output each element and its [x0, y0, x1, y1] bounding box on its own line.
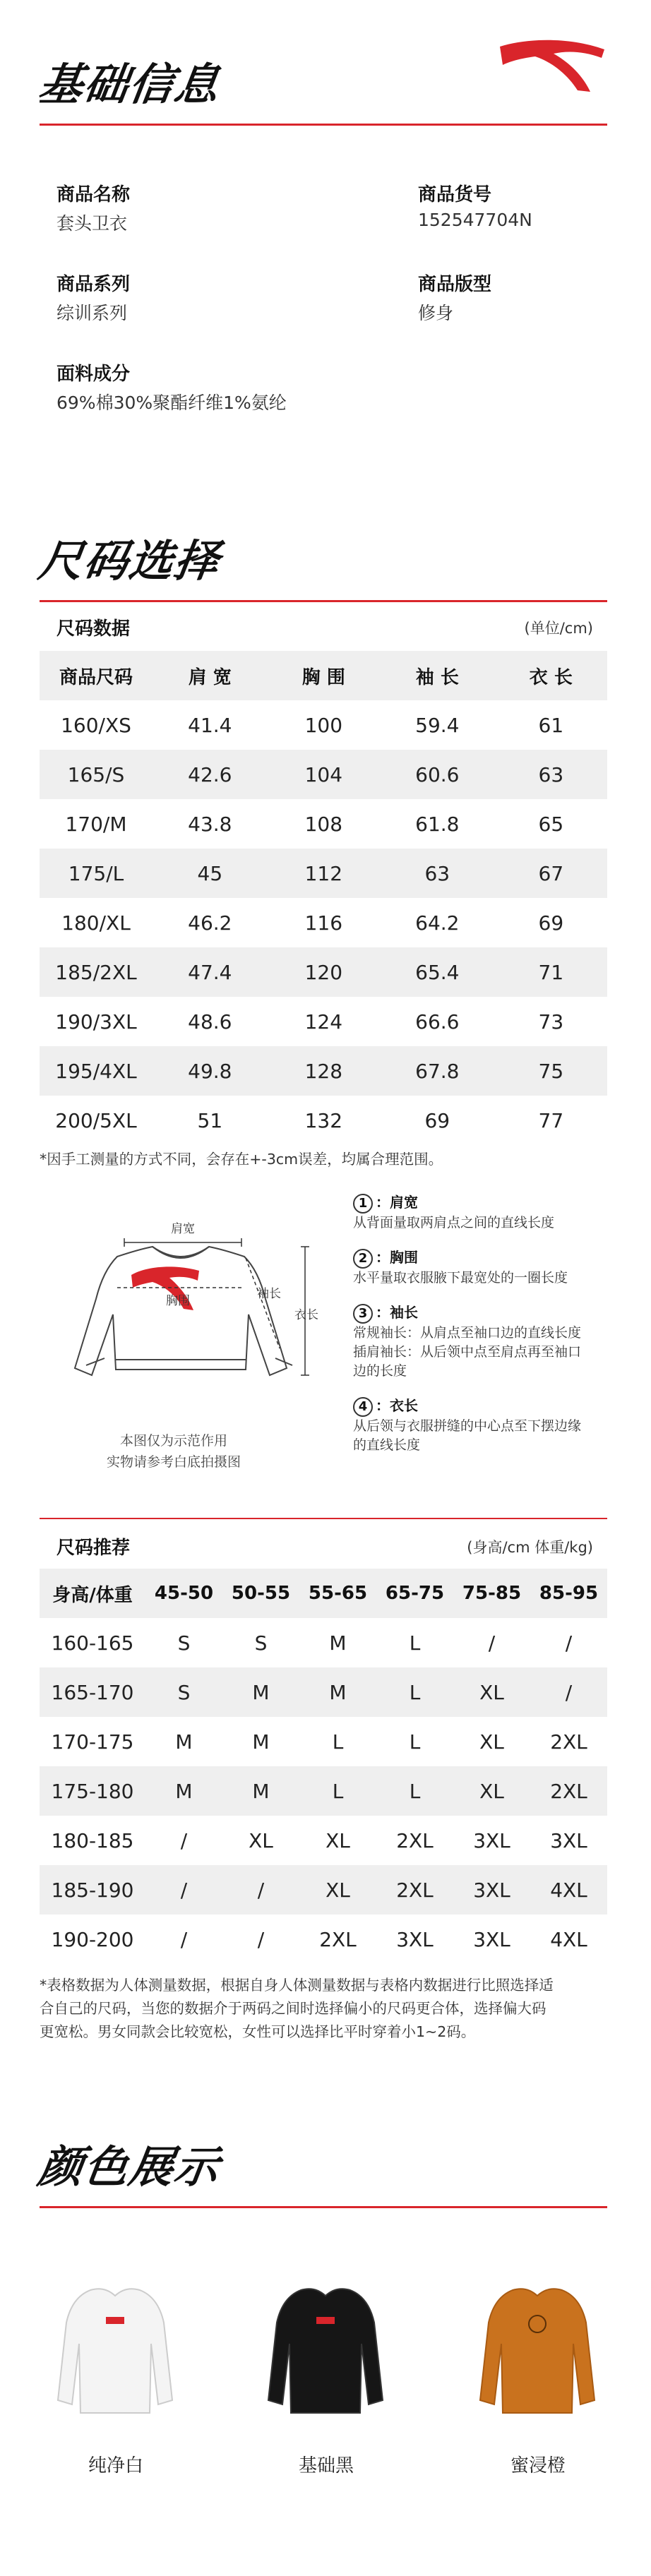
recommend-cell: S [177, 1680, 191, 1704]
header-cell: 衣 长 [529, 666, 573, 688]
recommend-cell: / [565, 1680, 573, 1704]
recommend-cell: L [332, 1730, 344, 1754]
size-select-header [35, 526, 607, 589]
height-cell: 170-175 [51, 1730, 134, 1754]
info-label-fabric: 面料成分 [56, 364, 131, 385]
recommend-cell: / [488, 1631, 496, 1655]
sweatshirt-orange-image [477, 2280, 597, 2421]
measure-cell: 73 [538, 1010, 564, 1034]
info-label-name: 商品名称 [56, 184, 131, 205]
measure-cell: 41.4 [188, 713, 232, 737]
header-cell: 65-75 [385, 1583, 445, 1604]
recommend-cell: 4XL [550, 1927, 587, 1951]
measure-cell: 43.8 [188, 812, 232, 836]
section-title: 尺码选择 [35, 535, 224, 587]
legend-heading [353, 1303, 607, 1324]
measure-cell: 132 [304, 1108, 343, 1132]
header-cell: 袖 长 [415, 666, 459, 688]
recommend-cell: M [329, 1631, 347, 1655]
table-row [40, 750, 607, 799]
recommend-cell: S [254, 1631, 268, 1655]
recommend-cell: / [565, 1631, 573, 1655]
info-label-series: 商品系列 [56, 274, 131, 295]
legend-line: 插肩袖长：从后领中点至肩点再至袖口 [353, 1344, 582, 1360]
measure-cell: 69 [424, 1108, 450, 1132]
measure-cell: 71 [538, 960, 564, 984]
legend-item [353, 1303, 607, 1381]
divider [40, 600, 607, 602]
recommend-cell: / [180, 1927, 188, 1951]
measure-cell: 75 [538, 1059, 564, 1083]
measure-cell: 47.4 [188, 960, 232, 984]
size-cell: 175/L [68, 861, 124, 885]
measure-cell: 65 [538, 812, 564, 836]
measure-cell: 61 [538, 713, 564, 737]
recommend-cell: 3XL [473, 1828, 510, 1852]
recommend-cell: M [329, 1680, 347, 1704]
table-row [40, 1667, 607, 1717]
table-row [40, 1096, 607, 1145]
recommend-cell: 4XL [550, 1878, 587, 1902]
recommend-cell: L [409, 1779, 421, 1803]
height-cell: 190-200 [51, 1927, 134, 1951]
recommend-cell: L [409, 1680, 421, 1704]
measure-cell: 120 [304, 960, 343, 984]
measure-cell: 69 [538, 911, 564, 935]
measure-cell: 116 [304, 911, 343, 935]
recommend-cell: 2XL [550, 1779, 587, 1803]
recommend-cell: M [252, 1730, 270, 1754]
diagram-caption-2: 实物请参考白底拍摄图 [106, 1454, 241, 1470]
recommend-cell: L [409, 1631, 421, 1655]
recommend-cell: XL [326, 1828, 350, 1852]
size-cell: 200/5XL [55, 1108, 137, 1132]
legend-line: 从背面量取两肩点之间的直线长度 [353, 1215, 555, 1230]
table-header-row [40, 1569, 607, 1618]
size-cell: 180/XL [61, 911, 131, 935]
table-row [40, 1865, 607, 1915]
unit-label: (单位/cm) [524, 620, 593, 637]
info-label-sku: 商品货号 [418, 184, 492, 205]
measure-cell: 128 [304, 1059, 343, 1083]
recommend-cell: 3XL [550, 1828, 587, 1852]
recommend-note-2: 合自己的尺码，当您的数据介于两码之间时选择偏小的尺码更合体，选择偏大码 [40, 2000, 547, 2017]
height-cell: 180-185 [51, 1828, 134, 1852]
divider [40, 2206, 607, 2208]
size-cell: 165/S [67, 762, 125, 786]
measure-cell: 104 [304, 762, 343, 786]
recommend-cell: L [409, 1730, 421, 1754]
info-value-name: 套头卫衣 [56, 213, 128, 234]
measure-cell: 112 [304, 861, 343, 885]
colors-header [35, 2132, 607, 2195]
label-chest: 胸围 [166, 1294, 190, 1308]
legend-line: 从后领与衣服拼缝的中心点至下摆边缘 [353, 1418, 582, 1434]
recommend-unit-label: (身高/cm 体重/kg) [467, 1539, 593, 1556]
table-row [40, 1618, 607, 1667]
measure-cell: 63 [538, 762, 564, 786]
legend-item [353, 1193, 607, 1233]
measure-cell: 65.4 [415, 960, 460, 984]
recommend-cell: XL [249, 1828, 273, 1852]
recommend-cell: / [180, 1878, 188, 1902]
sweatshirt-black-image [265, 2280, 386, 2421]
measure-cell: 66.6 [415, 1010, 460, 1034]
height-cell: 165-170 [51, 1680, 134, 1704]
table-row [40, 997, 607, 1046]
legend-number: 1 [353, 1194, 373, 1214]
table-row [40, 849, 607, 898]
height-cell: 175-180 [51, 1779, 134, 1803]
diagram-caption-1: 本图仅为示范作用 [119, 1433, 227, 1449]
header-cell: 45-50 [154, 1583, 214, 1604]
measure-cell: 51 [197, 1108, 223, 1132]
header-cell: 75-85 [462, 1583, 522, 1604]
table-row [40, 1816, 607, 1865]
recommend-cell: L [332, 1779, 344, 1803]
legend-number: 2 [353, 1249, 373, 1269]
measure-cell: 124 [304, 1010, 343, 1034]
info-label-fit: 商品版型 [418, 274, 492, 295]
measure-cell: 63 [424, 861, 450, 885]
legend-title: ：胸围 [376, 1249, 418, 1266]
recommend-cell: XL [479, 1779, 504, 1803]
recommend-cell: M [252, 1680, 270, 1704]
recommend-cell: 2XL [396, 1878, 434, 1902]
size-cell: 170/M [65, 812, 127, 836]
measure-cell: 64.2 [415, 911, 460, 935]
measure-cell: 49.8 [188, 1059, 232, 1083]
measure-cell: 48.6 [188, 1010, 232, 1034]
header-cell: 商品尺码 [59, 666, 133, 688]
legend-heading [353, 1193, 607, 1214]
table-row [40, 947, 607, 997]
size-cell: 160/XS [61, 713, 131, 737]
height-cell: 185-190 [51, 1878, 134, 1902]
recommend-cell: XL [326, 1878, 350, 1902]
info-value-fabric: 69%棉30%聚酯纤维1%氨纶 [56, 393, 287, 413]
legend-title: ：袖长 [376, 1304, 418, 1321]
label-length: 衣长 [294, 1308, 318, 1322]
table-row [40, 1717, 607, 1766]
measure-legend [353, 1193, 607, 1455]
legend-title: ：肩宽 [376, 1194, 418, 1211]
measure-cell: 42.6 [188, 762, 232, 786]
legend-line: 的直线长度 [353, 1437, 421, 1453]
recommend-cell: 2XL [550, 1730, 587, 1754]
legend-number: 4 [353, 1397, 373, 1417]
recommend-cell: XL [479, 1730, 504, 1754]
table-row [40, 1046, 607, 1096]
measure-cell: 67.8 [415, 1059, 460, 1083]
recommend-cell: 2XL [396, 1828, 434, 1852]
color-label-white: 纯净白 [88, 2455, 143, 2476]
legend-item [353, 1396, 607, 1455]
table-row [40, 1766, 607, 1816]
header-cell: 55-65 [308, 1583, 368, 1604]
measure-cell: 60.6 [415, 762, 460, 786]
size-recommend-title: 尺码推荐 [56, 1538, 131, 1559]
recommend-cell: / [180, 1828, 188, 1852]
size-note: *因手工测量的方式不同，会存在+-3cm误差，均属合理范围。 [40, 1151, 443, 1168]
recommend-cell: M [175, 1730, 193, 1754]
table-row [40, 799, 607, 849]
recommend-note-1: *表格数据为人体测量数据，根据自身人体测量数据与表格内数据进行比照选择适 [40, 1977, 554, 1994]
divider [40, 1518, 607, 1519]
measure-cell: 61.8 [415, 812, 460, 836]
info-value-fit: 修身 [418, 303, 454, 323]
recommend-cell: 3XL [473, 1878, 510, 1902]
measure-cell: 45 [197, 861, 223, 885]
recommend-cell: 2XL [319, 1927, 357, 1951]
section-title: 颜色展示 [35, 2141, 224, 2193]
recommend-cell: 3XL [396, 1927, 434, 1951]
header-cell: 50-55 [231, 1583, 291, 1604]
info-value-series: 综训系列 [56, 303, 128, 323]
info-value-sku: 152547704N [418, 210, 532, 230]
color-label-orange: 蜜浸橙 [510, 2455, 566, 2476]
basic-info-header [35, 49, 607, 112]
section-title: 基础信息 [35, 59, 224, 110]
header-cell: 身高/体重 [52, 1584, 133, 1606]
table-row [40, 700, 607, 750]
measure-cell: 100 [304, 713, 343, 737]
table-header-row [40, 651, 607, 700]
measure-cell: 46.2 [188, 911, 232, 935]
label-sleeve: 袖长 [257, 1287, 281, 1301]
legend-title: ：衣长 [376, 1397, 418, 1414]
size-data-title: 尺码数据 [56, 618, 131, 640]
recommend-cell: XL [479, 1680, 504, 1704]
label-shoulder: 肩宽 [171, 1222, 195, 1236]
legend-heading [353, 1248, 607, 1269]
recommend-cell: / [257, 1927, 265, 1951]
measure-cell: 59.4 [415, 713, 460, 737]
divider [40, 124, 607, 126]
legend-line: 常规袖长：从肩点至袖口边的直线长度 [353, 1325, 582, 1341]
header-cell: 85-95 [539, 1583, 599, 1604]
color-label-black: 基础黑 [298, 2455, 354, 2476]
table-row [40, 898, 607, 947]
size-cell: 190/3XL [55, 1010, 137, 1034]
recommend-cell: / [257, 1878, 265, 1902]
legend-line: 水平量取衣服腋下最宽处的一圈长度 [353, 1270, 568, 1286]
table-row [40, 1915, 607, 1964]
sweatshirt-measure-diagram [40, 1193, 322, 1461]
size-data-table [40, 651, 607, 1145]
header-cell: 肩 宽 [188, 666, 232, 688]
size-cell: 185/2XL [55, 960, 137, 984]
legend-heading [353, 1396, 607, 1417]
sweatshirt-white-image [55, 2280, 175, 2421]
size-cell: 195/4XL [55, 1059, 137, 1083]
measure-cell: 77 [538, 1108, 564, 1132]
legend-line: 边的长度 [353, 1363, 407, 1379]
size-recommend-table [40, 1569, 607, 1964]
recommend-cell: S [177, 1631, 191, 1655]
legend-item [353, 1248, 607, 1288]
measure-cell: 67 [538, 861, 564, 885]
header-cell: 胸 围 [301, 666, 345, 688]
legend-number: 3 [353, 1304, 373, 1324]
recommend-cell: M [175, 1779, 193, 1803]
recommend-cell: 3XL [473, 1927, 510, 1951]
recommend-note-3: 更宽松。男女同款会比较宽松，女性可以选择比平时穿着小1~2码。 [40, 2023, 476, 2040]
height-cell: 160-165 [51, 1631, 134, 1655]
measure-cell: 108 [304, 812, 343, 836]
recommend-cell: M [252, 1779, 270, 1803]
